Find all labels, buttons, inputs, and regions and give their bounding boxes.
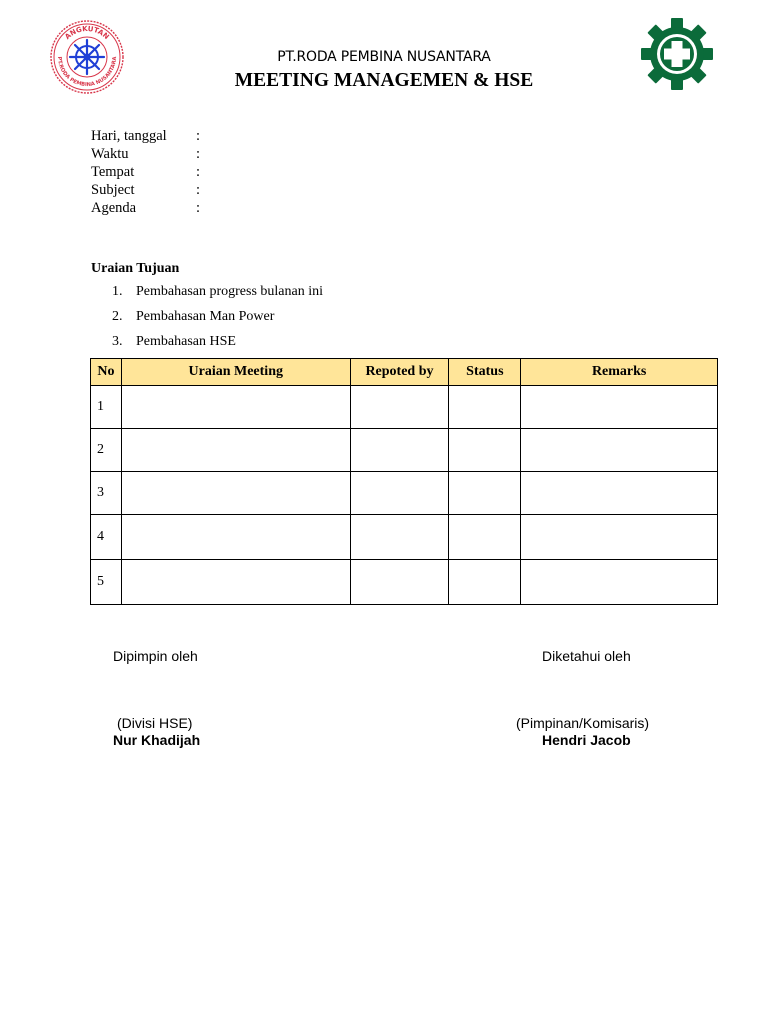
cell-remarks[interactable]	[521, 386, 718, 429]
field-row-date	[91, 127, 206, 145]
table-row	[91, 472, 718, 515]
cell-no: 5	[91, 560, 122, 605]
signature-right-role: (Pimpinan/Komisaris)	[516, 715, 650, 731]
signature-left-name: Nur Khadijah	[113, 732, 201, 748]
cell-remarks[interactable]	[521, 429, 718, 472]
cell-uraian[interactable]	[121, 515, 350, 560]
cell-status[interactable]	[449, 515, 521, 560]
objectives-list	[112, 284, 323, 359]
field-label: Tempat	[91, 164, 135, 180]
cell-status[interactable]	[449, 472, 521, 515]
cell-remarks[interactable]	[521, 472, 718, 515]
cell-reported-by[interactable]	[350, 515, 449, 560]
table-row	[91, 515, 718, 560]
cell-uraian[interactable]	[121, 386, 350, 429]
cell-status[interactable]	[449, 429, 521, 472]
seal-text-bottom: PT.RODA PEMBINA NUSANTARA	[55, 56, 119, 89]
field-colon: :	[196, 164, 201, 180]
column-header-remarks: Remarks	[521, 359, 718, 386]
cell-remarks[interactable]	[521, 515, 718, 560]
list-item-number: 1.	[112, 284, 123, 299]
field-label: Waktu	[91, 146, 129, 162]
field-colon: :	[196, 200, 201, 216]
column-header-no: No	[91, 359, 122, 386]
field-row-agenda	[91, 199, 206, 217]
field-label: Hari, tanggal	[91, 128, 167, 144]
column-header-status: Status	[449, 359, 521, 386]
field-colon: :	[196, 146, 201, 162]
signature-left-caption: Dipimpin oleh	[113, 648, 198, 664]
cell-remarks[interactable]	[521, 560, 718, 605]
signature-right-name: Hendri Jacob	[542, 732, 631, 748]
cell-uraian[interactable]	[121, 429, 350, 472]
cell-uraian[interactable]	[121, 472, 350, 515]
column-header-uraian: Uraian Meeting	[121, 359, 350, 386]
table-row	[91, 386, 718, 429]
table-row	[91, 429, 718, 472]
list-item	[112, 334, 323, 359]
field-row-place	[91, 163, 206, 181]
cell-no: 2	[91, 429, 122, 472]
document-title: MEETING MANAGEMEN & HSE	[234, 70, 534, 91]
company-name: PT.RODA PEMBINA NUSANTARA	[277, 49, 491, 65]
table-header-row	[91, 359, 718, 386]
cell-reported-by[interactable]	[350, 472, 449, 515]
objectives-title: Uraian Tujuan	[91, 261, 180, 276]
column-header-reported-by: Repoted by	[350, 359, 449, 386]
cell-reported-by[interactable]	[350, 386, 449, 429]
seal-text-top: ANGKUTAN	[63, 24, 111, 42]
cell-status[interactable]	[449, 386, 521, 429]
list-item-text: Pembahasan Man Power	[136, 309, 275, 324]
cell-no: 3	[91, 472, 122, 515]
field-label: Agenda	[91, 200, 137, 216]
field-colon: :	[196, 128, 201, 144]
field-label: Subject	[91, 182, 135, 198]
cell-status[interactable]	[449, 560, 521, 605]
meeting-table	[90, 358, 718, 605]
cell-no: 4	[91, 515, 122, 560]
meeting-info-fields	[91, 127, 206, 217]
list-item-text: Pembahasan progress bulanan ini	[136, 284, 324, 299]
cell-no: 1	[91, 386, 122, 429]
field-row-time	[91, 145, 206, 163]
cell-uraian[interactable]	[121, 560, 350, 605]
field-colon: :	[196, 182, 201, 198]
cell-reported-by[interactable]	[350, 560, 449, 605]
signature-right-caption: Diketahui oleh	[542, 648, 631, 664]
table-row	[91, 560, 718, 605]
list-item-number: 2.	[112, 309, 123, 324]
list-item-text: Pembahasan HSE	[136, 334, 236, 349]
list-item-number: 3.	[112, 334, 123, 349]
cell-reported-by[interactable]	[350, 429, 449, 472]
list-item	[112, 284, 323, 309]
list-item	[112, 309, 323, 334]
field-row-subject	[91, 181, 206, 199]
signature-left-role: (Divisi HSE)	[117, 715, 193, 731]
